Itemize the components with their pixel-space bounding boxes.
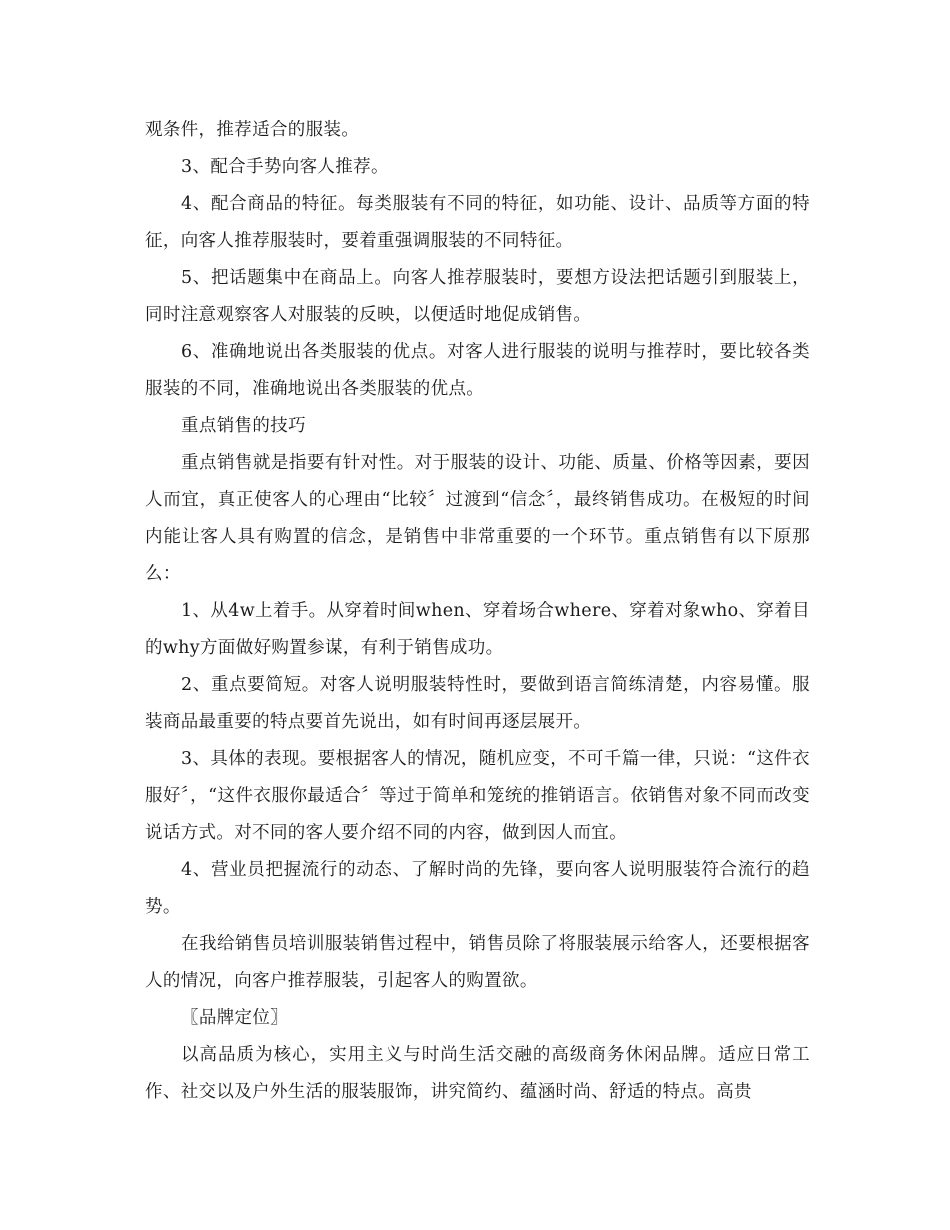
paragraph: 6、准确地说出各类服装的优点。对客人进行服装的说明与推荐时，要比较各类服装的不同，准确地说出各类服装的优点。 xyxy=(145,342,810,399)
paragraph: 重点销售就是指要有针对性。对于服装的设计、功能、质量、价格等因素，要因人而宜，真正使客人的心理由“比较〞过渡到“信念〞，最终销售成功。在极短的时间内能让客人具有购置的信念，是销售中非常重要的一个环节。重点销售有以下原那么： xyxy=(145,453,810,584)
section-heading: 〖品牌定位〗 xyxy=(181,1008,289,1028)
paragraph: 1、从4w上着手。从穿着时间when、穿着场合where、穿着对象who、穿着目的why方面做好购置参谋，有利于销售成功。 xyxy=(145,601,810,658)
paragraph: 观条件，推荐适合的服装。 xyxy=(145,120,360,140)
paragraph: 在我给销售员培训服装销售过程中，销售员除了将服装展示给客人，还要根据客人的情况，向客户推荐服装，引起客人的购置欲。 xyxy=(145,934,810,991)
paragraph: 5、把话题集中在商品上。向客人推荐服装时，要想方设法把话题引到服装上，同时注意观察客人对服装的反映，以便适时地促成销售。 xyxy=(145,268,810,325)
document-page xyxy=(145,112,810,1111)
paragraph: 3、配合手势向客人推荐。 xyxy=(181,157,389,177)
paragraph: 以高品质为核心，实用主义与时尚生活交融的高级商务休闲品牌。适应日常工作、社交以及户外生活的服装服饰，讲究简约、蕴涵时尚、舒适的特点。高贵 xyxy=(145,1045,810,1102)
paragraph: 2、重点要简短。对客人说明服装特性时，要做到语言简练清楚，内容易懂。服装商品最重要的特点要首先说出，如有时间再逐层展开。 xyxy=(145,675,810,732)
paragraph: 4、营业员把握流行的动态、了解时尚的先锋，要向客人说明服装符合流行的趋势。 xyxy=(145,860,810,917)
section-heading: 重点销售的技巧 xyxy=(181,416,306,436)
paragraph: 3、具体的表现。要根据客人的情况，随机应变，不可千篇一律，只说：“这件衣服好〞，“这件衣服你最适合〞等过于简单和笼统的推销语言。依销售对象不同而改变说话方式。对不同的客人要介绍不同的内容，做到因人而宜。 xyxy=(145,749,810,843)
paragraph: 4、配合商品的特征。每类服装有不同的特征，如功能、设计、品质等方面的特征，向客人推荐服装时，要着重强调服装的不同特征。 xyxy=(145,194,810,251)
